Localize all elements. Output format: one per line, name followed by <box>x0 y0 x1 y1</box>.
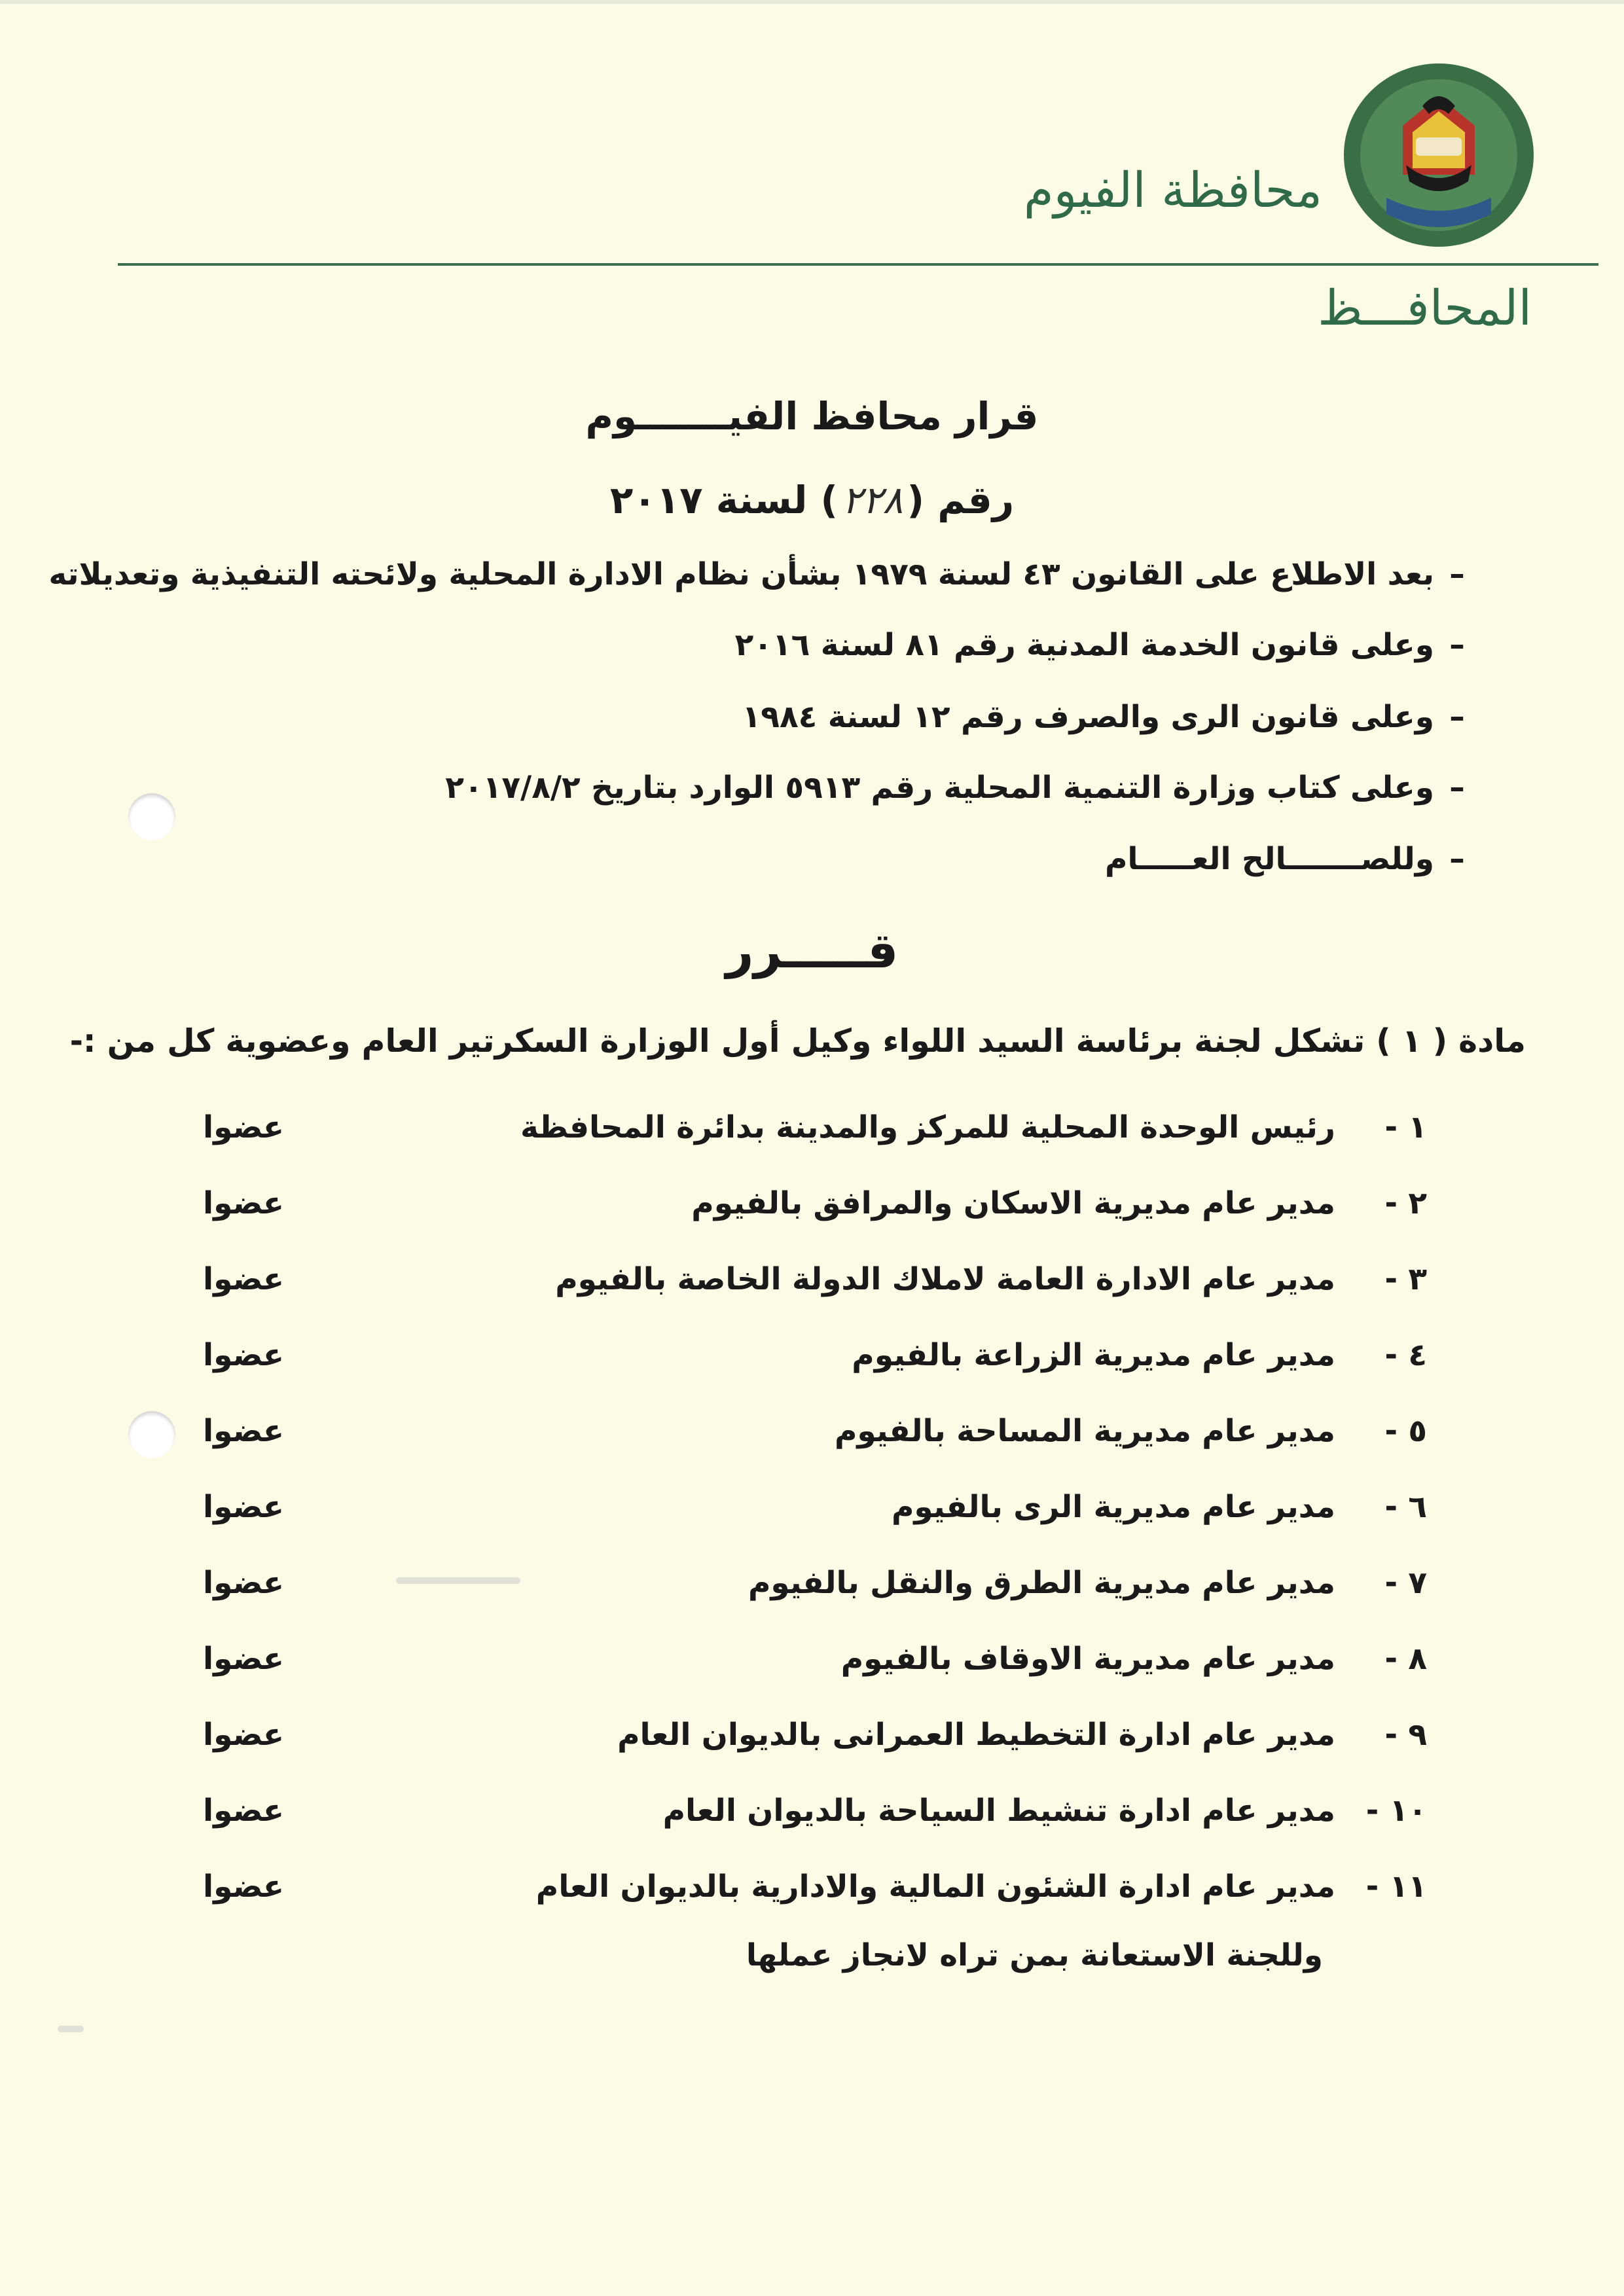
member-role-text: مدير عام مديرية الزراعة بالفيوم <box>852 1337 1335 1373</box>
member-tag: عضوا <box>203 1489 284 1525</box>
member-role <box>445 1489 1427 1525</box>
decides-heading: قـــــرر <box>725 923 899 979</box>
member-role <box>445 1185 1427 1221</box>
member-tag: عضوا <box>203 1717 284 1753</box>
member-index: ٩ - <box>1384 1717 1427 1753</box>
member-tag: عضوا <box>203 1261 284 1297</box>
bullet-dash: – <box>1449 627 1465 663</box>
member-index: ٥ - <box>1384 1413 1427 1449</box>
scan-smudge <box>58 2026 84 2032</box>
member-role <box>445 1793 1427 1829</box>
member-index: ٢ - <box>1384 1185 1427 1221</box>
member-role-text: مدير عام مديرية الرى بالفيوم <box>891 1489 1335 1525</box>
member-index: ٦ - <box>1384 1489 1427 1525</box>
punch-hole <box>128 1411 175 1458</box>
member-tag: عضوا <box>203 1793 284 1829</box>
preamble-line <box>138 699 1480 735</box>
member-role-text: مدير عام ادارة تنشيط السياحة بالديوان العام <box>662 1793 1335 1829</box>
member-role-text: مدير عام مديرية الاوقاف بالفيوم <box>840 1641 1335 1677</box>
member-tag: عضوا <box>203 1641 284 1677</box>
decree-number-prefix: رقم ( <box>907 478 1015 522</box>
office-title: المحافـــظ <box>1318 280 1532 336</box>
article-1: مادة ( ١ ) تشكل لجنة برئاسة السيد اللواء وكيل أول الوزارة السكرتير العام وعضوية كل من :- <box>69 1022 1526 1060</box>
header-divider <box>118 263 1598 266</box>
member-role-text: مدير عام ادارة الشئون المالية والادارية بالديوان العام <box>535 1869 1335 1905</box>
decree-title: قرار محافظ الفيـــــــوم <box>585 394 1039 439</box>
member-row <box>196 1185 1427 1238</box>
scan-smudge <box>396 1577 520 1584</box>
member-role-text: مدير عام ادارة التخطيط العمرانى بالديوان العام <box>617 1717 1335 1753</box>
member-role <box>445 1717 1427 1753</box>
bullet-dash: – <box>1449 841 1465 877</box>
member-index: ١ - <box>1384 1109 1427 1145</box>
preamble-line <box>138 841 1480 877</box>
preamble-text: وعلى كتاب وزارة التنمية المحلية رقم ٥٩١٣ الوارد بتاريخ ٢٠١٧/٨/٢ <box>445 770 1434 806</box>
member-row <box>196 1869 1427 1921</box>
member-role <box>445 1565 1427 1601</box>
member-row <box>196 1337 1427 1390</box>
punch-hole <box>128 793 175 840</box>
member-tag: عضوا <box>203 1869 284 1905</box>
member-row <box>196 1717 1427 1769</box>
member-tag: عضوا <box>203 1413 284 1449</box>
member-row <box>196 1793 1427 1845</box>
member-role <box>445 1261 1427 1297</box>
member-row <box>196 1413 1427 1465</box>
member-row <box>196 1565 1427 1617</box>
member-index: ١٠ - <box>1365 1793 1427 1829</box>
member-row <box>196 1641 1427 1693</box>
scan-top-edge <box>0 0 1624 4</box>
member-role-text: رئيس الوحدة المحلية للمركز والمدينة بدائرة المحافظة <box>520 1109 1335 1145</box>
bullet-dash: – <box>1449 770 1465 806</box>
member-role-text: مدير عام مديرية الطرق والنقل بالفيوم <box>748 1565 1335 1601</box>
member-tag: عضوا <box>203 1109 284 1145</box>
decree-number <box>0 478 1624 522</box>
decree-number-suffix: ) لسنة ٢٠١٧ <box>609 478 839 522</box>
member-role-text: مدير عام الادارة العامة لاملاك الدولة الخاصة بالفيوم <box>555 1261 1335 1297</box>
member-tag: عضوا <box>203 1565 284 1601</box>
preamble-text: وعلى قانون الرى والصرف رقم ١٢ لسنة ١٩٨٤ <box>742 699 1434 735</box>
member-tag: عضوا <box>203 1185 284 1221</box>
bullet-dash: – <box>1449 556 1465 592</box>
member-index: ٤ - <box>1384 1337 1427 1373</box>
member-index: ١١ - <box>1365 1869 1427 1905</box>
member-row <box>196 1109 1427 1162</box>
member-row <box>196 1489 1427 1541</box>
member-row <box>196 1261 1427 1314</box>
member-role <box>445 1413 1427 1449</box>
preamble-text: بعد الاطلاع على القانون ٤٣ لسنة ١٩٧٩ بشأن نظام الادارة المحلية ولائحته التنفيذية وتعديلاته <box>48 556 1434 592</box>
preamble-line <box>138 770 1480 806</box>
member-role <box>445 1109 1427 1145</box>
member-role <box>445 1641 1427 1677</box>
member-role-text: مدير عام مديرية الاسكان والمرافق بالفيوم <box>691 1185 1335 1221</box>
preamble-text: وللصـــــــالح العـــــام <box>1104 841 1434 877</box>
member-tag: عضوا <box>203 1337 284 1373</box>
member-index: ٣ - <box>1384 1261 1427 1297</box>
decree-number-handwritten: ٢٢٨ <box>842 478 903 522</box>
fayoum-governorate-emblem <box>1341 60 1537 250</box>
member-role <box>445 1337 1427 1373</box>
member-role <box>445 1869 1427 1905</box>
member-index: ٨ - <box>1384 1641 1427 1677</box>
preamble-line <box>48 556 1480 592</box>
closing-line: وللجنة الاستعانة بمن تراه لانجاز عملها <box>746 1937 1323 1973</box>
bullet-dash: – <box>1449 699 1465 735</box>
member-role-text: مدير عام مديرية المساحة بالفيوم <box>834 1413 1335 1449</box>
member-index: ٧ - <box>1384 1565 1427 1601</box>
governorate-name: محافظة الفيوم <box>1023 162 1322 219</box>
preamble-line <box>138 627 1480 663</box>
preamble-text: وعلى قانون الخدمة المدنية رقم ٨١ لسنة ٢٠١٦ <box>734 627 1434 663</box>
